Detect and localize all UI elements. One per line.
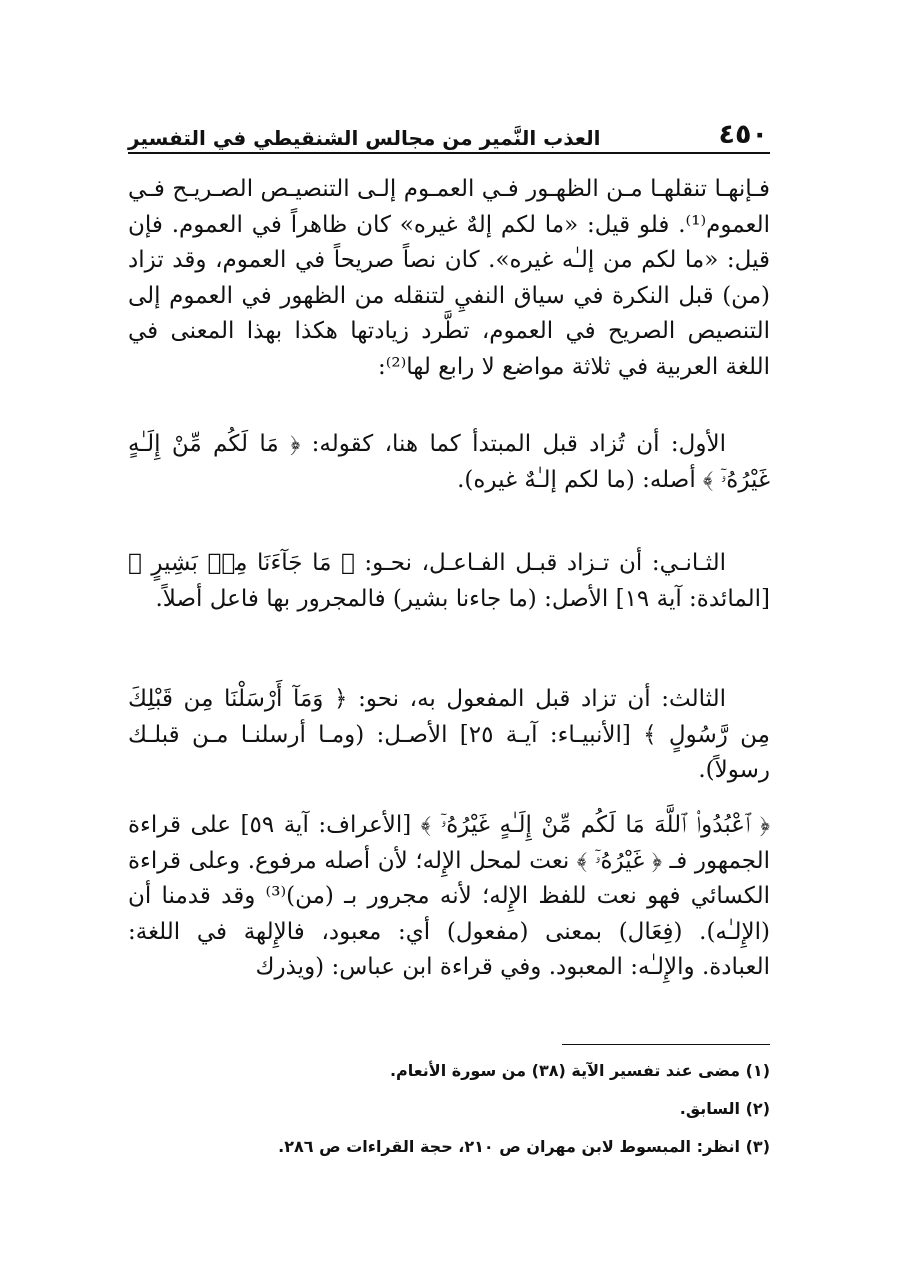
paragraph-first-position: الأول: أن تُزاد قبل المبتدأ كما هنا، كقوله: ﴿ مَا لَكُم مِّنْ إِلَـٰهٍ غَيْرُهُۥٓ ﴾ أصله: (ما لكم إلـٰهٌ غيره). — [128, 431, 770, 493]
footnote-rule — [562, 1044, 770, 1045]
paragraph-third-position: الثالث: أن تزاد قبل المفعول به، نحو: ﴿ وَمَآ أَرْسَلْنَا مِن قَبْلِكَ مِن رَّسُولٍ ﴾ [الأنبيـاء: آيـة ٢٥] الأصـل: (ومـا أرسلنـا مـن قبلـك رسولاً). — [128, 686, 770, 783]
footnote-2: (٢) السابق. — [679, 1099, 770, 1118]
page-header — [128, 110, 768, 150]
paragraph-intro: فـإنهـا تنقلهـا مـن الظهـور فـي العمـوم إلـى التنصيـص الصـريـح فـي العموم⁽¹⁾. فلو قيل: «ما لكم إلهٌ غيره» كان ظاهراً في العموم. فإن قيل: «ما لكم من إلـٰه غيره». كان نصاً صريحاً في العموم، وقد تزاد (من) قبل النكرة في سياق النفيِ لتنقله من الظهور في العموم إلى التنصيص الصريح في العموم، تطَّرد زيادتها هكذا بهذا المعنى في اللغة العربية في ثلاثة مواضع لا رابع لها⁽²⁾: — [128, 176, 770, 380]
header-rule — [128, 152, 770, 154]
body-text — [128, 172, 770, 996]
running-title: العذب النَّمير من مجالس الشنقيطي في التفسير — [128, 126, 601, 150]
paragraph-verse-commentary: ﴿ ٱعْبُدُوا۟ ٱللَّهَ مَا لَكُم مِّنْ إِلَـٰهٍ غَيْرُهُۥٓ ﴾ [الأعراف: آية ٥٩] على قراءة الجمهور فـ ﴿ غَيْرُهُۥٓ ﴾ نعت لمحل الإِله؛ لأن أصله مرفوع. وعلى قراءة الكسائي فهو نعت للفظ الإِله؛ لأنه مجرور بـ (من)⁽³⁾ وقد قدمنا أن (الإِلـٰه). (فِعَال) بمعنى (مفعول) أي: معبود، فالإِلهة في اللغة: العبادة. والإِلـٰه: المعبود. وفي قراءة ابن عباس: (ويذرك — [128, 812, 770, 980]
page-number: ٤٥٠ — [718, 119, 768, 150]
footnotes — [128, 1052, 770, 1166]
footnote-1: (١) مضى عند تفسير الآية (٣٨) من سورة الأنعام. — [389, 1061, 770, 1080]
footnote-3: (٣) انظر: المبسوط لابن مهران ص ٢١٠، حجة القراءات ص ٢٨٦. — [278, 1137, 770, 1156]
paragraph-second-position: الثـانـي: أن تـزاد قبـل الفـاعـل، نحـو: ﴿ مَا جَآءَنَا مِنۢ بَشِيرٍ ﴾ [المائدة: آية ١٩] الأصل: (ما جاءنا بشير) فالمجرور بها فاعل أصلاً. — [128, 550, 770, 612]
